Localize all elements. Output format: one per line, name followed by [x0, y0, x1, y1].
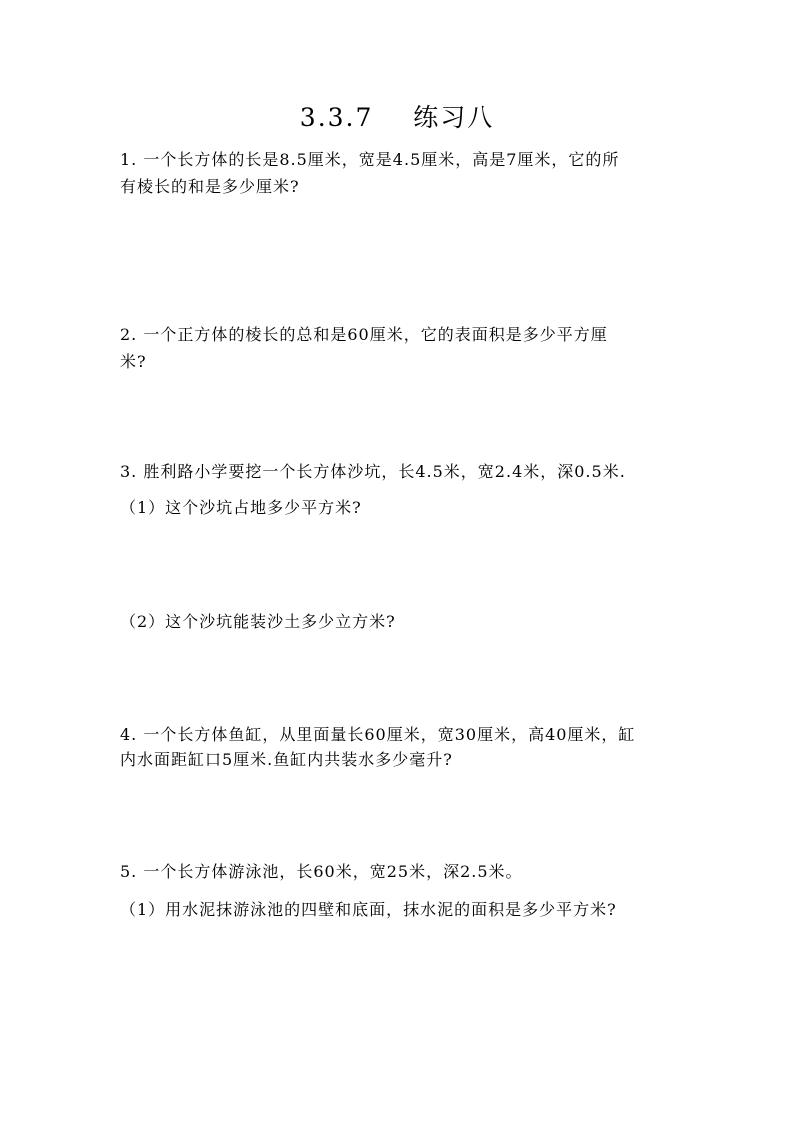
question-5-line-1: 5. 一个长方体游泳池，长60米，宽25米，深2.5米。 [120, 862, 523, 881]
question-1-line-1: 1. 一个长方体的长是8.5厘米，宽是4.5厘米，高是7厘米，它的所 [120, 150, 620, 169]
question-1-line-2: 有棱长的和是多少厘米? [120, 177, 300, 196]
question-3-part-2: （2）这个沙坑能装沙土多少立方米? [120, 612, 396, 631]
question-3-part-1: （1）这个沙坑占地多少平方米? [120, 498, 362, 517]
question-4-line-1: 4. 一个长方体鱼缸，从里面量长60厘米，宽30厘米，高40厘米，缸 [120, 725, 636, 744]
question-2-line-2: 米? [120, 352, 147, 371]
question-3-line-1: 3. 胜利路小学要挖一个长方体沙坑，长4.5米，宽2.4米，深0.5米. [120, 462, 626, 481]
question-2-line-1: 2. 一个正方体的棱长的总和是60厘米，它的表面积是多少平方厘 [120, 325, 608, 344]
page-title: 3.3.7 练习八 [299, 103, 495, 132]
question-5-part-1: （1）用水泥抹游泳池的四壁和底面，抹水泥的面积是多少平方米? [120, 900, 617, 919]
question-4-line-2: 内水面距缸口5厘米.鱼缸内共装水多少毫升? [120, 750, 453, 769]
